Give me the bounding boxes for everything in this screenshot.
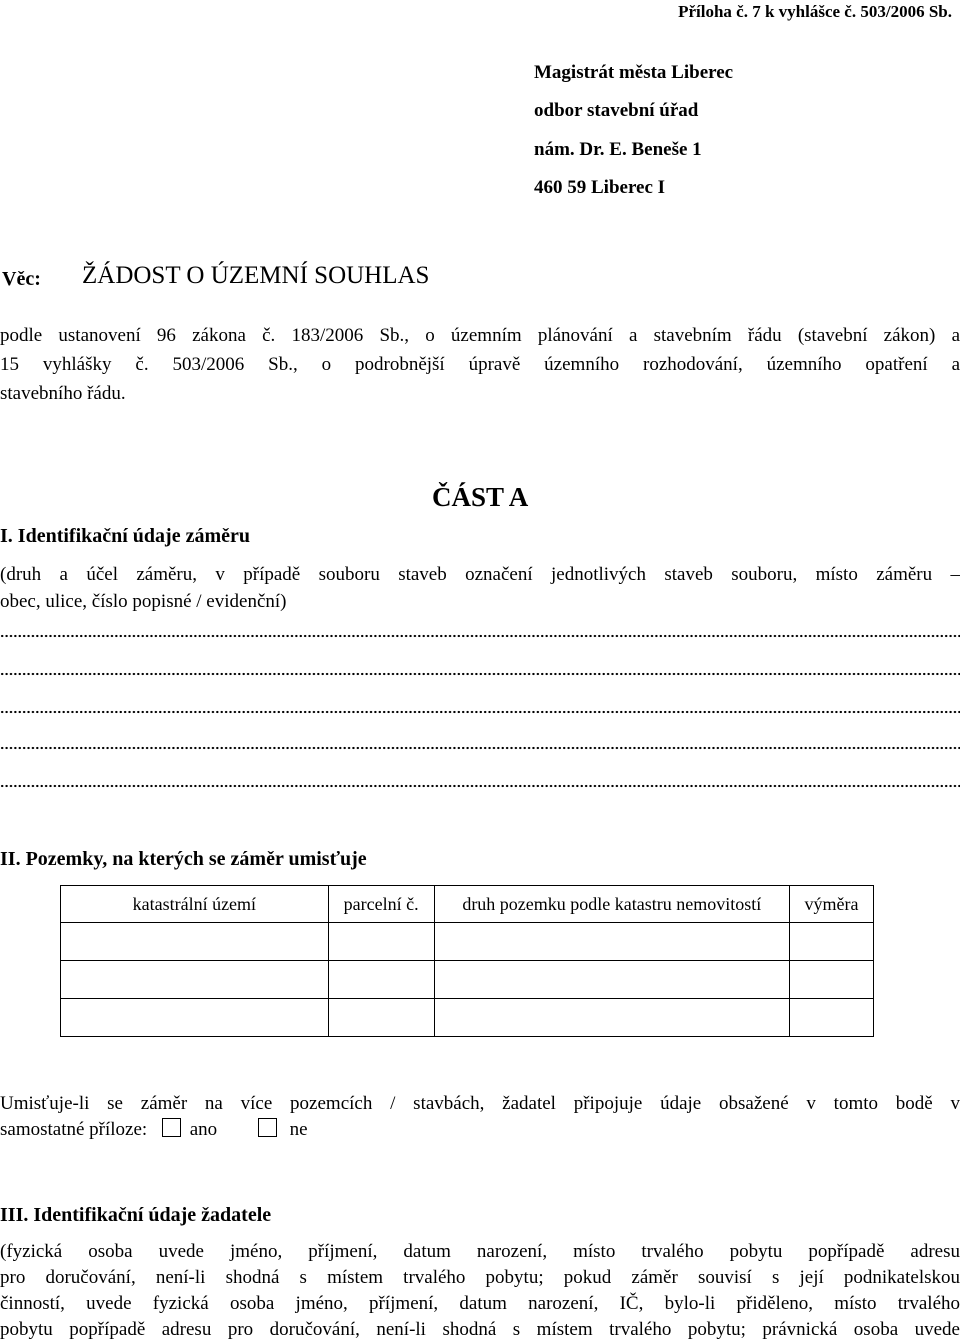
table-cell[interactable]: [61, 961, 329, 999]
column-header-parcel-number: parcelní č.: [328, 886, 434, 923]
table-cell[interactable]: [61, 999, 329, 1037]
legal-basis-line-2: 15 vyhlášky č. 503/2006 Sb., o podrobnější úpravě územního rozhodování, územního opatření a: [0, 354, 960, 375]
column-header-area: výměra: [790, 886, 874, 923]
recipient-department: odbor stavební úřad: [534, 100, 699, 121]
fill-in-line[interactable]: [0, 710, 960, 722]
table-cell[interactable]: [61, 923, 329, 961]
section-1-note-line-1: (druh a účel záměru, v případě souboru staveb označení jednotlivých staveb souboru, místo záměru –: [0, 564, 960, 585]
land-plots-table: [60, 885, 874, 1037]
section-3-note-line-3: činností, uvede fyzická osoba jméno, příjmení, datum narození, IČ, bylo-li přiděleno, místo trvalého: [0, 1293, 960, 1314]
separate-attachment-row: [0, 1118, 308, 1142]
column-header-cadastral-area: katastrální území: [61, 886, 329, 923]
part-a-title: ČÁST A: [432, 482, 529, 512]
table-cell[interactable]: [328, 961, 434, 999]
fill-in-line[interactable]: [0, 746, 960, 758]
table-cell[interactable]: [434, 961, 789, 999]
separate-attachment-label: samostatné příloze:: [0, 1119, 148, 1140]
table-cell[interactable]: [434, 923, 789, 961]
checkbox-no[interactable]: [258, 1118, 277, 1137]
table-row: [61, 999, 874, 1037]
recipient-city: 460 59 Liberec I: [534, 177, 666, 198]
column-header-land-type: druh pozemku podle katastru nemovitostí: [434, 886, 789, 923]
fill-in-line[interactable]: [0, 634, 960, 646]
checkbox-no-label: ne: [289, 1119, 308, 1140]
document-title: ŽÁDOST O ÚZEMNÍ SOUHLAS: [82, 262, 430, 289]
section-1-heading: I. Identifikační údaje záměru: [0, 525, 250, 547]
subject-label: Věc:: [2, 268, 41, 290]
section-2-heading: II. Pozemky, na kterých se záměr umisťuje: [0, 848, 367, 870]
section-1-note-line-2: obec, ulice, číslo popisné / evidenční): [0, 591, 287, 612]
section-3-note-line-2: pro doručování, není-li shodná s místem trvalého pobytu; pokud záměr souvisí s její podnikatelskou: [0, 1267, 960, 1288]
legal-basis-line-1: podle ustanovení 96 zákona č. 183/2006 Sb., o územním plánování a stavebním řádu (stavební zákon) a: [0, 325, 960, 346]
section-3-note-line-4: pobytu popřípadě adresu pro doručování, není-li shodná s místem trvalého pobytu; právnická osoba uvede: [0, 1319, 960, 1340]
table-cell[interactable]: [790, 923, 874, 961]
recipient-office: Magistrát města Liberec: [534, 62, 734, 83]
section-3-note-line-1: (fyzická osoba uvede jméno, příjmení, datum narození, místo trvalého pobytu popřípadě adresu: [0, 1241, 960, 1262]
attachment-reference: Příloha č. 7 k vyhlášce č. 503/2006 Sb.: [678, 2, 952, 21]
table-cell[interactable]: [328, 923, 434, 961]
table-cell[interactable]: [790, 961, 874, 999]
table-row: [61, 961, 874, 999]
section-3-heading: III. Identifikační údaje žadatele: [0, 1204, 272, 1226]
table-cell[interactable]: [434, 999, 789, 1037]
fill-in-line[interactable]: [0, 784, 960, 796]
table-cell[interactable]: [328, 999, 434, 1037]
legal-basis-line-3: stavebního řádu.: [0, 383, 126, 404]
table-header-row: [61, 886, 874, 923]
table-cell[interactable]: [790, 999, 874, 1037]
multiple-plots-note: Umisťuje-li se záměr na více pozemcích / stavbách, žadatel připojuje údaje obsažené v tomto bodě v: [0, 1093, 960, 1114]
fill-in-line[interactable]: [0, 672, 960, 684]
recipient-street: nám. Dr. E. Beneše 1: [534, 139, 702, 160]
checkbox-yes-label: ano: [189, 1119, 218, 1140]
table-row: [61, 923, 874, 961]
checkbox-yes[interactable]: [162, 1118, 181, 1137]
